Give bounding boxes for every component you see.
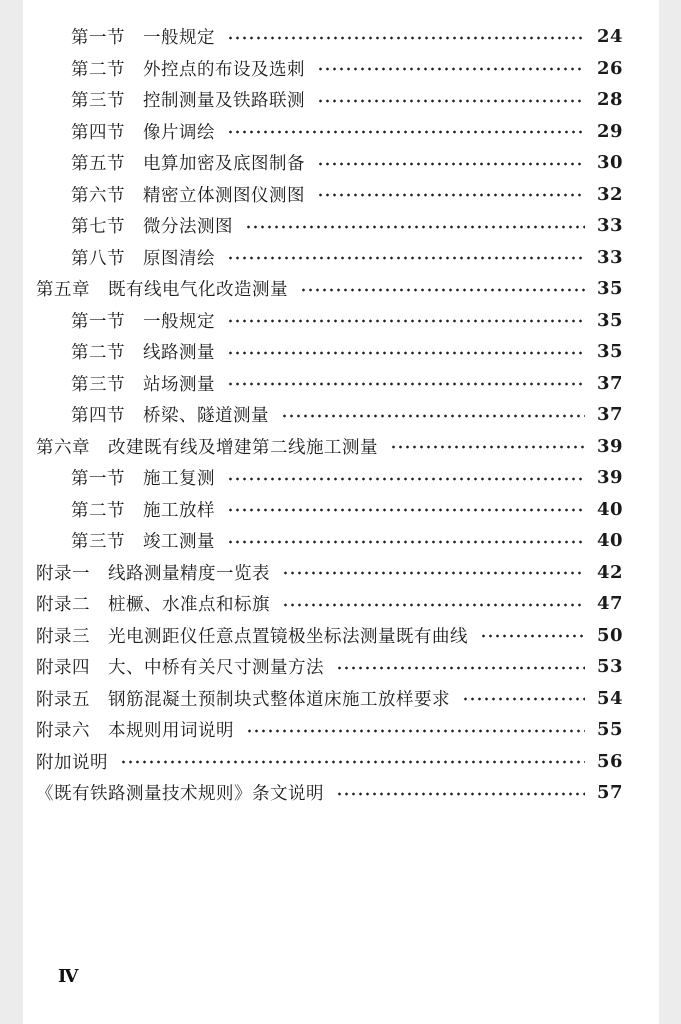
toc-entry-number: 第四节 — [71, 122, 125, 143]
toc-chapter-entry[interactable] — [23, 431, 659, 463]
toc-dot-leader — [282, 603, 585, 607]
toc-dot-leader — [317, 67, 585, 71]
toc-entry-number: 附录三 — [36, 626, 90, 647]
toc-section-entry[interactable] — [23, 494, 659, 526]
toc-entry-title: 《既有铁路测量技术规则》条文说明 — [36, 784, 324, 805]
toc-entry-number: 附录六 — [36, 721, 90, 742]
table-of-contents — [23, 21, 659, 809]
toc-page-number: 37 — [596, 372, 623, 394]
toc-section-entry[interactable] — [23, 21, 659, 53]
toc-page-number: 42 — [596, 561, 623, 583]
toc-entry-title: 施工放样 — [143, 500, 215, 521]
toc-chapter-entry[interactable] — [23, 588, 659, 620]
toc-page-number: 47 — [596, 593, 623, 615]
toc-dot-leader — [317, 99, 585, 103]
toc-dot-leader — [227, 540, 585, 544]
toc-entry-title: 站场测量 — [143, 374, 215, 395]
toc-entry-number: 第四节 — [71, 406, 125, 427]
toc-dot-leader — [300, 288, 585, 292]
toc-entry-title: 桥梁、隧道测量 — [143, 406, 269, 427]
toc-dot-leader — [227, 382, 585, 386]
toc-page-number: 55 — [596, 719, 623, 741]
toc-page-number: 32 — [596, 183, 623, 205]
toc-page-number: 40 — [596, 498, 623, 520]
toc-dot-leader — [336, 666, 585, 670]
toc-page-number: 56 — [596, 750, 623, 772]
toc-page-number: 53 — [596, 656, 623, 678]
toc-section-entry[interactable] — [23, 53, 659, 85]
toc-section-entry[interactable] — [23, 179, 659, 211]
toc-entry-title: 施工复测 — [143, 469, 215, 490]
toc-entry-number: 第一节 — [71, 469, 125, 490]
toc-dot-leader — [246, 729, 585, 733]
toc-entry-number: 第二节 — [71, 59, 125, 80]
toc-entry-number: 第八节 — [71, 248, 125, 269]
toc-section-entry[interactable] — [23, 242, 659, 274]
toc-entry-number: 附录五 — [36, 689, 90, 710]
toc-dot-leader — [336, 792, 585, 796]
toc-entry-title: 桩橛、水准点和标旗 — [108, 595, 270, 616]
toc-entry-number: 附录一 — [36, 563, 90, 584]
toc-entry-number: 第三节 — [71, 374, 125, 395]
toc-section-entry[interactable] — [23, 462, 659, 494]
toc-dot-leader — [227, 256, 585, 260]
toc-entry-title: 原图清绘 — [143, 248, 215, 269]
toc-dot-leader — [227, 319, 585, 323]
toc-dot-leader — [317, 193, 585, 197]
toc-dot-leader — [480, 634, 585, 638]
toc-dot-leader — [227, 508, 585, 512]
toc-entry-title: 既有线电气化改造测量 — [108, 280, 288, 301]
toc-entry-title: 微分法测图 — [143, 217, 233, 238]
toc-section-entry[interactable] — [23, 210, 659, 242]
toc-page-number: 35 — [596, 341, 623, 363]
toc-page-number: 29 — [596, 120, 623, 142]
toc-entry-title: 线路测量精度一览表 — [108, 563, 270, 584]
toc-page-number: 30 — [596, 152, 623, 174]
toc-entry-title: 附加说明 — [36, 752, 108, 773]
toc-entry-title: 钢筋混凝土预制块式整体道床施工放样要求 — [108, 689, 450, 710]
toc-entry-number: 第一节 — [71, 28, 125, 49]
toc-section-entry[interactable] — [23, 336, 659, 368]
toc-page-number: 57 — [596, 782, 623, 804]
toc-chapter-entry[interactable] — [23, 683, 659, 715]
toc-entry-number: 第三节 — [71, 532, 125, 553]
toc-entry-number: 第一节 — [71, 311, 125, 332]
toc-page-number: 24 — [596, 26, 623, 48]
toc-section-entry[interactable] — [23, 147, 659, 179]
toc-entry-title: 本规则用词说明 — [108, 721, 234, 742]
toc-entry-number: 第六章 — [36, 437, 90, 458]
toc-dot-leader — [281, 414, 585, 418]
toc-entry-number: 第七节 — [71, 217, 125, 238]
toc-section-entry[interactable] — [23, 399, 659, 431]
toc-chapter-entry[interactable] — [23, 557, 659, 589]
toc-entry-title: 精密立体测图仪测图 — [143, 185, 305, 206]
toc-section-entry[interactable] — [23, 116, 659, 148]
toc-entry-title: 控制测量及铁路联测 — [143, 91, 305, 112]
toc-entry-number: 第五节 — [71, 154, 125, 175]
toc-page-number: 33 — [596, 215, 623, 237]
toc-entry-number: 第五章 — [36, 280, 90, 301]
toc-entry-title: 外控点的布设及选刺 — [143, 59, 305, 80]
toc-entry-title: 一般规定 — [143, 28, 215, 49]
toc-dot-leader — [245, 225, 585, 229]
toc-page-number: 54 — [596, 687, 623, 709]
toc-dot-leader — [120, 760, 585, 764]
toc-section-entry[interactable] — [23, 84, 659, 116]
toc-section-entry[interactable] — [23, 305, 659, 337]
toc-dot-leader — [227, 477, 585, 481]
toc-entry-number: 附录四 — [36, 658, 90, 679]
toc-page-number: 40 — [596, 530, 623, 552]
toc-entry-title: 像片调绘 — [143, 122, 215, 143]
document-page — [23, 0, 659, 1024]
toc-page-number: 35 — [596, 278, 623, 300]
toc-chapter-entry[interactable] — [23, 714, 659, 746]
toc-entry-number: 第六节 — [71, 185, 125, 206]
toc-entry-title: 电算加密及底图制备 — [143, 154, 305, 175]
toc-chapter-entry[interactable] — [23, 273, 659, 305]
toc-section-entry[interactable] — [23, 525, 659, 557]
toc-entry-number: 第二节 — [71, 343, 125, 364]
toc-chapter-entry[interactable] — [23, 746, 659, 778]
toc-entry-title: 一般规定 — [143, 311, 215, 332]
toc-entry-number: 第二节 — [71, 500, 125, 521]
toc-dot-leader — [317, 162, 585, 166]
toc-page-number: 39 — [596, 435, 623, 457]
toc-section-entry[interactable] — [23, 368, 659, 400]
toc-page-number: 26 — [596, 57, 623, 79]
toc-entry-title: 光电测距仪任意点置镜极坐标法测量既有曲线 — [108, 626, 468, 647]
toc-chapter-entry[interactable] — [23, 777, 659, 809]
toc-entry-title: 改建既有线及增建第二线施工测量 — [108, 437, 378, 458]
toc-page-number: 33 — [596, 246, 623, 268]
toc-entry-number: 附录二 — [36, 595, 90, 616]
toc-page-number: 39 — [596, 467, 623, 489]
toc-page-number: 35 — [596, 309, 623, 331]
toc-dot-leader — [390, 445, 585, 449]
toc-page-number: 37 — [596, 404, 623, 426]
toc-page-number: 50 — [596, 624, 623, 646]
toc-entry-title: 大、中桥有关尺寸测量方法 — [108, 658, 324, 679]
toc-dot-leader — [227, 130, 585, 134]
toc-entry-title: 线路测量 — [143, 343, 215, 364]
toc-chapter-entry[interactable] — [23, 620, 659, 652]
toc-chapter-entry[interactable] — [23, 651, 659, 683]
page-folio: Ⅳ — [58, 966, 79, 987]
toc-entry-number: 第三节 — [71, 91, 125, 112]
toc-page-number: 28 — [596, 89, 623, 111]
toc-dot-leader — [227, 36, 585, 40]
toc-entry-title: 竣工测量 — [143, 532, 215, 553]
toc-dot-leader — [462, 697, 585, 701]
toc-dot-leader — [227, 351, 585, 355]
toc-dot-leader — [282, 571, 585, 575]
